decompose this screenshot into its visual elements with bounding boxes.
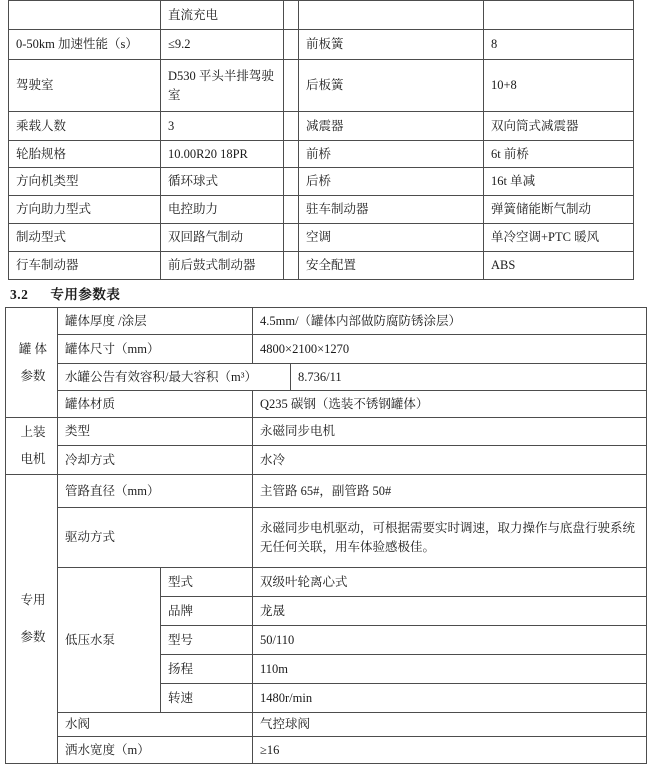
param-label-cell: 类型 — [58, 418, 253, 446]
table-row — [6, 418, 647, 446]
section-title: 专用参数表 — [50, 287, 121, 302]
param-value-cell: 电控助力 — [161, 196, 284, 224]
param-label-cell: 乘载人数 — [9, 112, 161, 141]
table-gap-column-cell — [284, 60, 299, 112]
param-label-cell: 0-50km 加速性能（s） — [9, 30, 161, 60]
param-value-cell: 3 — [161, 112, 284, 141]
param-label-cell: 后桥 — [299, 168, 484, 196]
param-label-cell: 品牌 — [161, 597, 253, 626]
param-value-cell: 8.736/11 — [291, 364, 647, 391]
chassis-parameters-table — [8, 0, 634, 280]
param-label-cell: 驻车制动器 — [299, 196, 484, 224]
param-value-cell: 龙晟 — [253, 597, 647, 626]
param-value-cell: 双级叶轮离心式 — [253, 568, 647, 597]
table-gap-column-cell — [284, 112, 299, 141]
param-value-cell: 6t 前桥 — [484, 141, 634, 168]
section-number: 3.2 — [10, 287, 29, 302]
table-row — [9, 141, 634, 168]
param-value-cell: 16t 单减 — [484, 168, 634, 196]
table-gap-column-cell — [284, 224, 299, 252]
param-label-cell: 前桥 — [299, 141, 484, 168]
table-row — [6, 308, 647, 335]
table-row — [9, 60, 634, 112]
table-row — [9, 112, 634, 141]
param-label-cell: 洒水宽度（m） — [58, 737, 253, 764]
param-label-cell: 驱动方式 — [58, 508, 253, 568]
param-label-cell: 驾驶室 — [9, 60, 161, 112]
section-cell-tank-params — [6, 308, 58, 418]
table-row — [6, 508, 647, 568]
table-row — [6, 391, 647, 418]
param-label-cell: 后板簧 — [299, 60, 484, 112]
table-row — [6, 335, 647, 364]
table-gap-column-cell — [284, 168, 299, 196]
param-label-cell: 轮胎规格 — [9, 141, 161, 168]
table-gap-column-cell — [284, 30, 299, 60]
param-value-cell: 单冷空调+PTC 暖风 — [484, 224, 634, 252]
table-row — [6, 568, 647, 597]
param-label-cell: 管路直径（mm） — [58, 475, 253, 508]
param-value-cell: 4.5mm/（罐体内部做防腐防锈涂层） — [253, 308, 647, 335]
table-gap-column-cell — [284, 196, 299, 224]
pump-group-label-cell: 低压水泵 — [58, 568, 161, 713]
param-label-cell: 罐体材质 — [58, 391, 253, 418]
section-label-line: 专用 — [20, 593, 46, 607]
section-heading — [10, 283, 120, 303]
param-label-cell: 水罐公告有效容积/最大容积（m³） — [58, 364, 291, 391]
table-gap-column-cell — [284, 1, 299, 30]
param-value-cell: 循环球式 — [161, 168, 284, 196]
section-cell-special-params — [6, 475, 58, 764]
param-value-cell: 永磁同步电机驱动，可根据需要实时调速，取力操作与底盘行驶系统无任何关联，用车体验感极佳。 — [253, 508, 647, 568]
table-row — [9, 252, 634, 280]
param-value-cell: 1480r/min — [253, 684, 647, 713]
param-label-cell: 转速 — [161, 684, 253, 713]
param-label-cell — [299, 1, 484, 30]
param-value-cell: 前后鼓式制动器 — [161, 252, 284, 280]
param-value-cell: 弹簧储能断气制动 — [484, 196, 634, 224]
table-row — [9, 1, 634, 30]
param-value-cell: 4800×2100×1270 — [253, 335, 647, 364]
param-label-cell: 罐体厚度 /涂层 — [58, 308, 253, 335]
param-label-cell: 冷却方式 — [58, 445, 253, 474]
section-label-line: 参数 — [20, 630, 46, 644]
param-value-cell: ≥16 — [253, 737, 647, 764]
param-value-cell: 50/110 — [253, 626, 647, 655]
section-label-line: 上装 — [20, 425, 46, 439]
special-parameters-table — [5, 307, 647, 764]
table-row — [9, 30, 634, 60]
param-label-cell: 水阀 — [58, 713, 253, 737]
section-label-line: 电机 — [20, 452, 46, 466]
param-label-cell: 方向助力型式 — [9, 196, 161, 224]
table-row — [9, 168, 634, 196]
param-value-cell — [484, 1, 634, 30]
param-value-cell: 双向筒式减震器 — [484, 112, 634, 141]
section-label-line: 罐 体 — [18, 341, 48, 356]
section-cell-motor — [6, 418, 58, 475]
param-label-cell: 罐体尺寸（mm） — [58, 335, 253, 364]
table-gap-column-cell — [284, 141, 299, 168]
param-label-cell: 型式 — [161, 568, 253, 597]
param-label-cell: 安全配置 — [299, 252, 484, 280]
table-row — [6, 713, 647, 737]
param-label-cell: 行车制动器 — [9, 252, 161, 280]
param-value-cell: D530 平头半排驾驶室 — [161, 60, 284, 112]
param-value-cell: 10+8 — [484, 60, 634, 112]
param-value-cell: ABS — [484, 252, 634, 280]
param-label-cell — [9, 1, 161, 30]
table-row — [9, 196, 634, 224]
param-value-cell: ≤9.2 — [161, 30, 284, 60]
param-label-cell: 制动型式 — [9, 224, 161, 252]
param-value-cell: 110m — [253, 655, 647, 684]
table-row — [6, 475, 647, 508]
param-value-cell: 双回路气制动 — [161, 224, 284, 252]
param-label-cell: 扬程 — [161, 655, 253, 684]
param-value-cell: 永磁同步电机 — [253, 418, 647, 446]
table-row — [9, 224, 634, 252]
param-value-cell: 8 — [484, 30, 634, 60]
table-row — [6, 737, 647, 764]
param-value-cell: 10.00R20 18PR — [161, 141, 284, 168]
param-value-cell: 气控球阀 — [253, 713, 647, 737]
param-label-cell: 空调 — [299, 224, 484, 252]
param-label-cell: 减震器 — [299, 112, 484, 141]
param-value-cell: Q235 碳钢（选装不锈钢罐体） — [253, 391, 647, 418]
param-value-cell: 直流充电 — [161, 1, 284, 30]
table-row — [6, 445, 647, 474]
param-label-cell: 方向机类型 — [9, 168, 161, 196]
param-label-cell: 前板簧 — [299, 30, 484, 60]
param-label-cell: 型号 — [161, 626, 253, 655]
table-row — [6, 364, 647, 391]
param-value-cell: 水冷 — [253, 445, 647, 474]
section-label-line: 参数 — [20, 368, 46, 383]
table-gap-column-cell — [284, 252, 299, 280]
param-value-cell: 主管路 65#，副管路 50# — [253, 475, 647, 508]
